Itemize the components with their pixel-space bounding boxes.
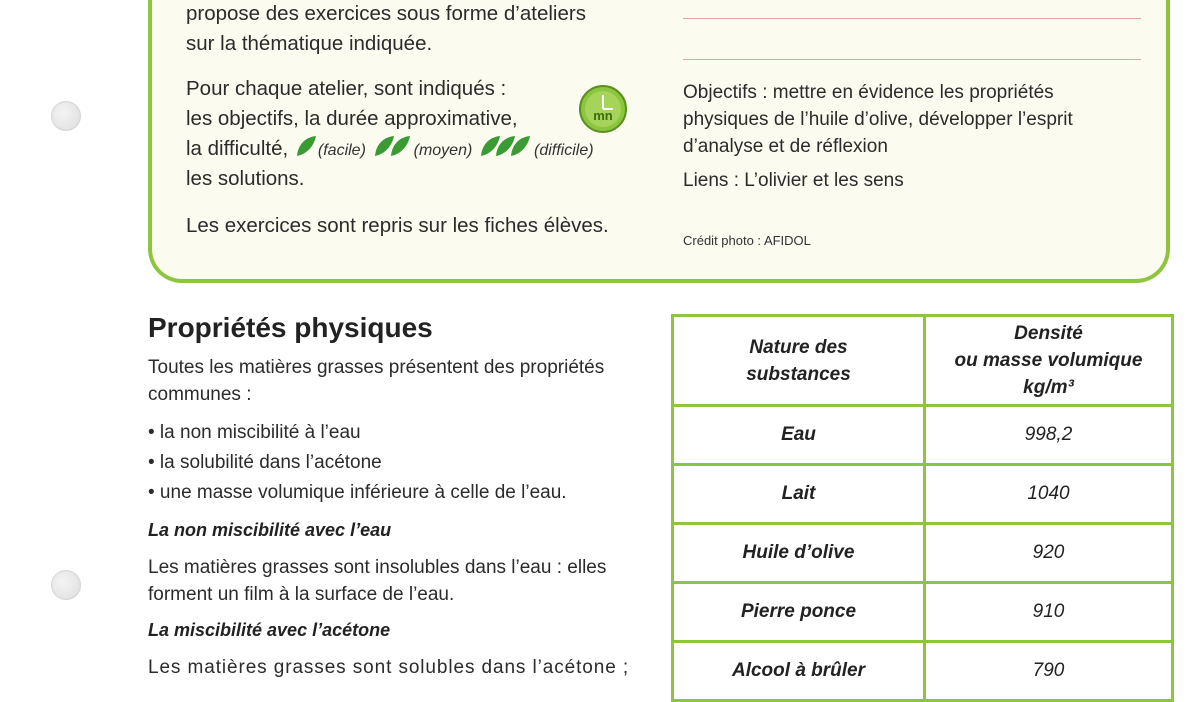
substance-name: Eau <box>673 406 925 465</box>
density-table <box>671 314 1174 702</box>
bullet-item: • une masse volumique inférieure à celle de l’eau. <box>148 482 567 503</box>
section-title: Propriétés physiques <box>148 312 433 343</box>
substance-density: 910 <box>925 583 1173 642</box>
section-intro-line-2: communes : <box>148 384 252 405</box>
difficulty-prefix: la difficulté, <box>186 137 289 160</box>
bullet-item: • la non miscibilité à l’eau <box>148 422 361 443</box>
double-leaf-icon <box>372 134 414 158</box>
intro-line-1: propose des exercices sous forme d’ateliers <box>186 2 586 25</box>
writing-line-1 <box>683 18 1141 19</box>
photo-credit: Crédit photo : AFIDOL <box>683 233 811 248</box>
liens-text: Liens : L’olivier et les sens <box>683 170 904 191</box>
triple-leaf-icon <box>478 134 534 158</box>
substance-name: Alcool à brûler <box>673 642 925 701</box>
table-row <box>673 642 1173 701</box>
subheading-miscibilite: La miscibilité avec l’acétone <box>148 620 391 640</box>
clock-icon <box>578 84 628 134</box>
objectifs-line-2: physiques de l’huile d’olive, développer l’esprit <box>683 109 1073 130</box>
table-row <box>673 524 1173 583</box>
writing-line-2 <box>683 59 1141 60</box>
header-nature: Nature des substances <box>673 316 925 406</box>
table-header-row <box>673 316 1173 406</box>
clock-label: mn <box>593 108 613 123</box>
table-row <box>673 406 1173 465</box>
binder-hole-bottom <box>51 570 81 600</box>
difficulty-difficile: (difficile) <box>534 142 594 159</box>
intro-para2-line-1: Pour chaque atelier, sont indiqués : <box>186 77 507 100</box>
substance-density: 790 <box>925 642 1173 701</box>
intro-para2-line-2: les objectifs, la durée approximative, <box>186 107 518 130</box>
objectifs-line-1: Objectifs : mettre en évidence les propriétés <box>683 82 1054 103</box>
intro-para2-line-4: les solutions. <box>186 167 305 190</box>
intro-para3: Les exercices sont repris sur les fiches élèves. <box>186 214 609 237</box>
intro-line-2: sur la thématique indiquée. <box>186 32 433 55</box>
substance-name: Pierre ponce <box>673 583 925 642</box>
substance-name: Huile d’olive <box>673 524 925 583</box>
leaf-icon <box>294 134 318 158</box>
intro-para2-line-3 <box>186 134 594 166</box>
sub1-line-1: Les matières grasses sont insolubles dans l’eau : elles <box>148 557 607 578</box>
header-densite: Densité ou masse volumique kg/m³ <box>925 316 1173 406</box>
section-intro-line-1: Toutes les matières grasses présentent des propriétés <box>148 357 605 378</box>
objectifs-line-3: d’analyse et de réflexion <box>683 136 888 157</box>
difficulty-facile: (facile) <box>317 142 366 159</box>
substance-name: Lait <box>673 465 925 524</box>
bullet-item: • la solubilité dans l’acétone <box>148 452 382 473</box>
substance-density: 1040 <box>925 465 1173 524</box>
sub2-line-1: Les matières grasses sont solubles dans l’acétone ; <box>148 657 630 678</box>
subheading-non-miscibilite: La non miscibilité avec l’eau <box>148 520 392 540</box>
substance-density: 998,2 <box>925 406 1173 465</box>
difficulty-moyen: (moyen) <box>413 142 473 159</box>
substance-density: 920 <box>925 524 1173 583</box>
sub1-line-2: forment un film à la surface de l’eau. <box>148 584 455 605</box>
table-row <box>673 583 1173 642</box>
table-row <box>673 465 1173 524</box>
binder-hole-top <box>51 101 81 131</box>
